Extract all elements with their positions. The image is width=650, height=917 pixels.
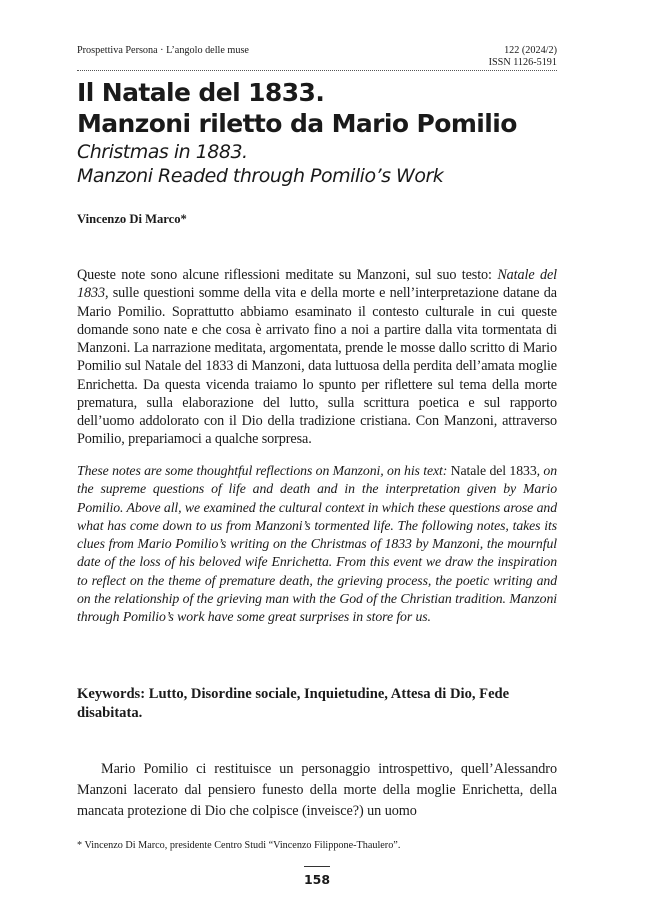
footnote: * Vincenzo Di Marco, presidente Centro Studi “Vincenzo Filippone-Thaulero”. bbox=[77, 840, 401, 851]
abstract-italian bbox=[77, 266, 557, 449]
issn: ISSN 1126-5191 bbox=[488, 56, 557, 68]
abstract-it-text-1: Queste note sono alcune riflessioni meditate su Manzoni, sul suo testo: bbox=[77, 267, 498, 283]
title-line-2: Manzoni riletto da Mario Pomilio bbox=[77, 109, 517, 138]
keywords: Keywords: Lutto, Disordine sociale, Inquietudine, Attesa di Dio, Fede disabitata. bbox=[77, 686, 510, 721]
header-dotted-rule bbox=[77, 70, 557, 71]
abstract-it-text-2: , sulle questioni somme della vita e della morte e nell’interpretazione datane da Mario Pomilio. Soprattutto abbiamo esaminato il contesto culturale in cui queste domande sono nate e che cosa è arrivato fino a noi a partire dalla vita tormentata di Manzoni. La narrazione meditata, argomentata, prende le mosse dallo scritto di Mario Pomilio sul Natale del 1833 di Manzoni, data luttuosa della perdita dell’amata moglie Enrichetta. Da questa vicenda traiamo lo spunto per riflettere sul tema della morte prematura, sulla elaborazione del lutto, sulla scrittura poetica e sul rapporto dell’uomo addolorato con il Dio della tradizione cristiana. Con Manzoni, attraverso Pomilio, prepariamoci a qualche sorpresa. bbox=[77, 285, 557, 448]
english-title-line-2: Manzoni Readed through Pomilio’s Work bbox=[77, 165, 444, 187]
body-paragraph: Mario Pomilio ci restituisce un personaggio introspettivo, quell’Alessandro Manzoni lacerato dal pensiero funesto della morte della moglie Enrichetta, della mancata protezione di Dio che colpisce (inveisce?) un uomo bbox=[77, 761, 557, 819]
english-title bbox=[77, 140, 557, 188]
article-title bbox=[77, 77, 557, 139]
abstract-english bbox=[77, 462, 557, 626]
english-title-line-1: Christmas in 1883. bbox=[77, 141, 248, 163]
issue-number: 122 (2024/2) bbox=[504, 45, 557, 56]
running-header bbox=[77, 45, 557, 69]
page-number: 158 bbox=[303, 872, 331, 887]
abstract-en-text-1: These notes are some thoughtful reflections on Manzoni, on his text: bbox=[77, 463, 451, 478]
issue-info bbox=[489, 45, 557, 68]
journal-name: Prospettiva Persona · L’angolo delle muse bbox=[77, 45, 249, 56]
title-line-1: Il Natale del 1833. bbox=[77, 78, 325, 107]
abstract-en-work-title: Natale del 1833 bbox=[450, 463, 537, 478]
article-page bbox=[77, 0, 557, 917]
author-name: Vincenzo Di Marco* bbox=[77, 212, 187, 226]
page-number-rule bbox=[304, 866, 330, 867]
abstract-it-work-title: Natale del 1833 bbox=[77, 267, 557, 302]
abstract-en-text-2: , on the supreme questions of life and death and in the interpretation given by Mario Pomilio. Above all, we examined the cultural context in which these questions arose and what has come down to us from Manzoni’s tormented life. The following notes, takes its clues from Mario Pomilio’s writing on the Christmas of 1833 by Manzoni, the mournful date of the loss of his beloved wife Enrichetta. From this event we draw the inspiration to reflect on the theme of premature death, the grieving process, the poetic writing and on the relationship of the grieving man with the God of the Christian tradition. Manzoni through Pomilio’s work have some great surprises in store for us. bbox=[77, 463, 557, 624]
